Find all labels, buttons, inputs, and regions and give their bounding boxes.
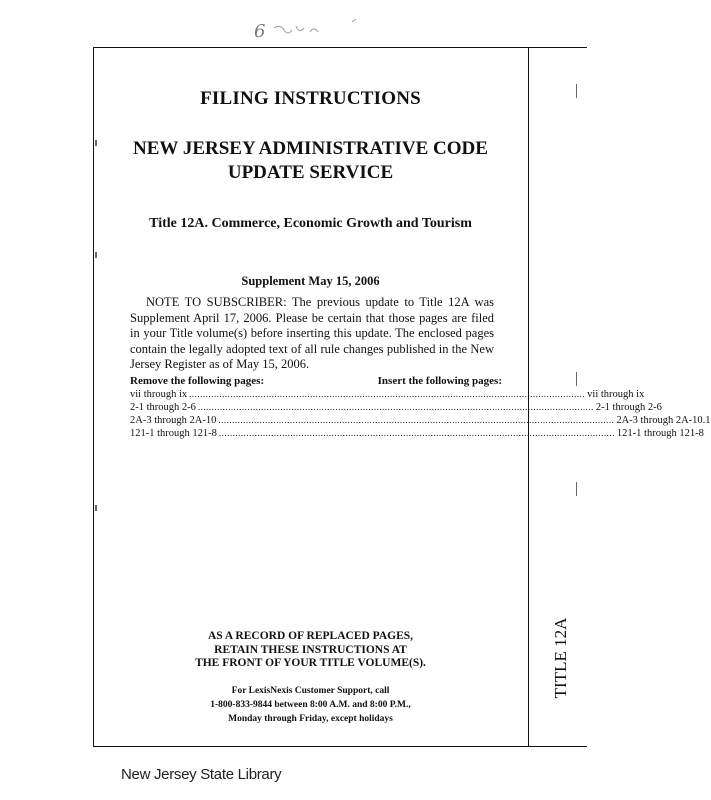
insert-pages-cell: 121-1 through 121-8	[616, 428, 704, 439]
table-row	[130, 414, 711, 427]
remove-pages-cell: 121-1 through 121-8	[130, 428, 217, 439]
svg-text:TITLE 12A: TITLE 12A	[551, 617, 570, 699]
record-line: AS A RECORD OF REPLACED PAGES,	[207, 630, 414, 642]
subtitle-line: NEW JERSEY ADMINISTRATIVE CODE	[133, 138, 488, 159]
leader-dots: ................................................................................................................................................	[218, 415, 615, 425]
handwritten-mark	[252, 18, 372, 42]
record-line: RETAIN THESE INSTRUCTIONS AT	[214, 643, 407, 656]
insert-pages-header: Insert the following pages:	[377, 375, 502, 387]
title-tab-label	[530, 606, 584, 710]
supplement-date: Supplement May 15, 2006	[241, 274, 380, 288]
table-row	[130, 427, 704, 440]
support-line: For LexisNexis Customer Support, call	[231, 686, 390, 696]
page-title: FILING INSTRUCTIONS	[200, 88, 421, 109]
table-row	[130, 401, 662, 414]
support-line: Monday through Friday, except holidays	[228, 714, 393, 724]
remove-pages-cell: 2A-3 through 2A-10	[130, 415, 217, 426]
scan-mark	[95, 505, 97, 511]
title-section-heading: Title 12A. Commerce, Economic Growth and Tourism	[149, 216, 472, 231]
insert-pages-cell: 2A-3 through 2A-10.1	[616, 415, 711, 426]
insert-pages-cell: 2-1 through 2-6	[595, 402, 662, 413]
subscriber-note: NOTE TO SUBSCRIBER: The previous update to Title 12A was Supplement April 17, 2006. Please be certain that those pages are filed in your Title volume(s) before inserting this update. The enclosed pages contain the legally adopted text of all rule changes published in the New Jersey Register as of May 15, 2006.	[130, 295, 494, 371]
svg-text:6: 6	[254, 21, 266, 42]
leader-dots: ................................................................................................................................................	[197, 402, 594, 412]
insert-pages-cell: vii through ix	[587, 389, 645, 400]
scan-mark	[576, 482, 577, 496]
customer-support-info	[93, 684, 528, 726]
record-notice	[93, 630, 528, 671]
library-stamp: New Jersey State Library	[121, 766, 282, 783]
leader-dots: ................................................................................................................................................	[189, 389, 586, 399]
scan-mark	[576, 372, 577, 386]
page-table	[130, 388, 711, 440]
scan-mark	[576, 84, 577, 98]
remove-pages-cell: vii through ix	[130, 389, 188, 400]
remove-pages-cell: 2-1 through 2-6	[130, 402, 196, 413]
remove-pages-header: Remove the following pages:	[130, 375, 265, 387]
record-line: THE FRONT OF YOUR TITLE VOLUME(S).	[195, 657, 426, 669]
subtitle-line: UPDATE SERVICE	[227, 162, 394, 183]
page-subtitle	[93, 137, 528, 185]
support-line: 1-800-833-9844 between 8:00 A.M. and 8:00 P.M.,	[210, 700, 411, 710]
table-row	[130, 388, 645, 401]
page-table-header	[130, 375, 502, 387]
scan-mark	[95, 252, 97, 258]
leader-dots: ................................................................................................................................................	[218, 428, 615, 438]
